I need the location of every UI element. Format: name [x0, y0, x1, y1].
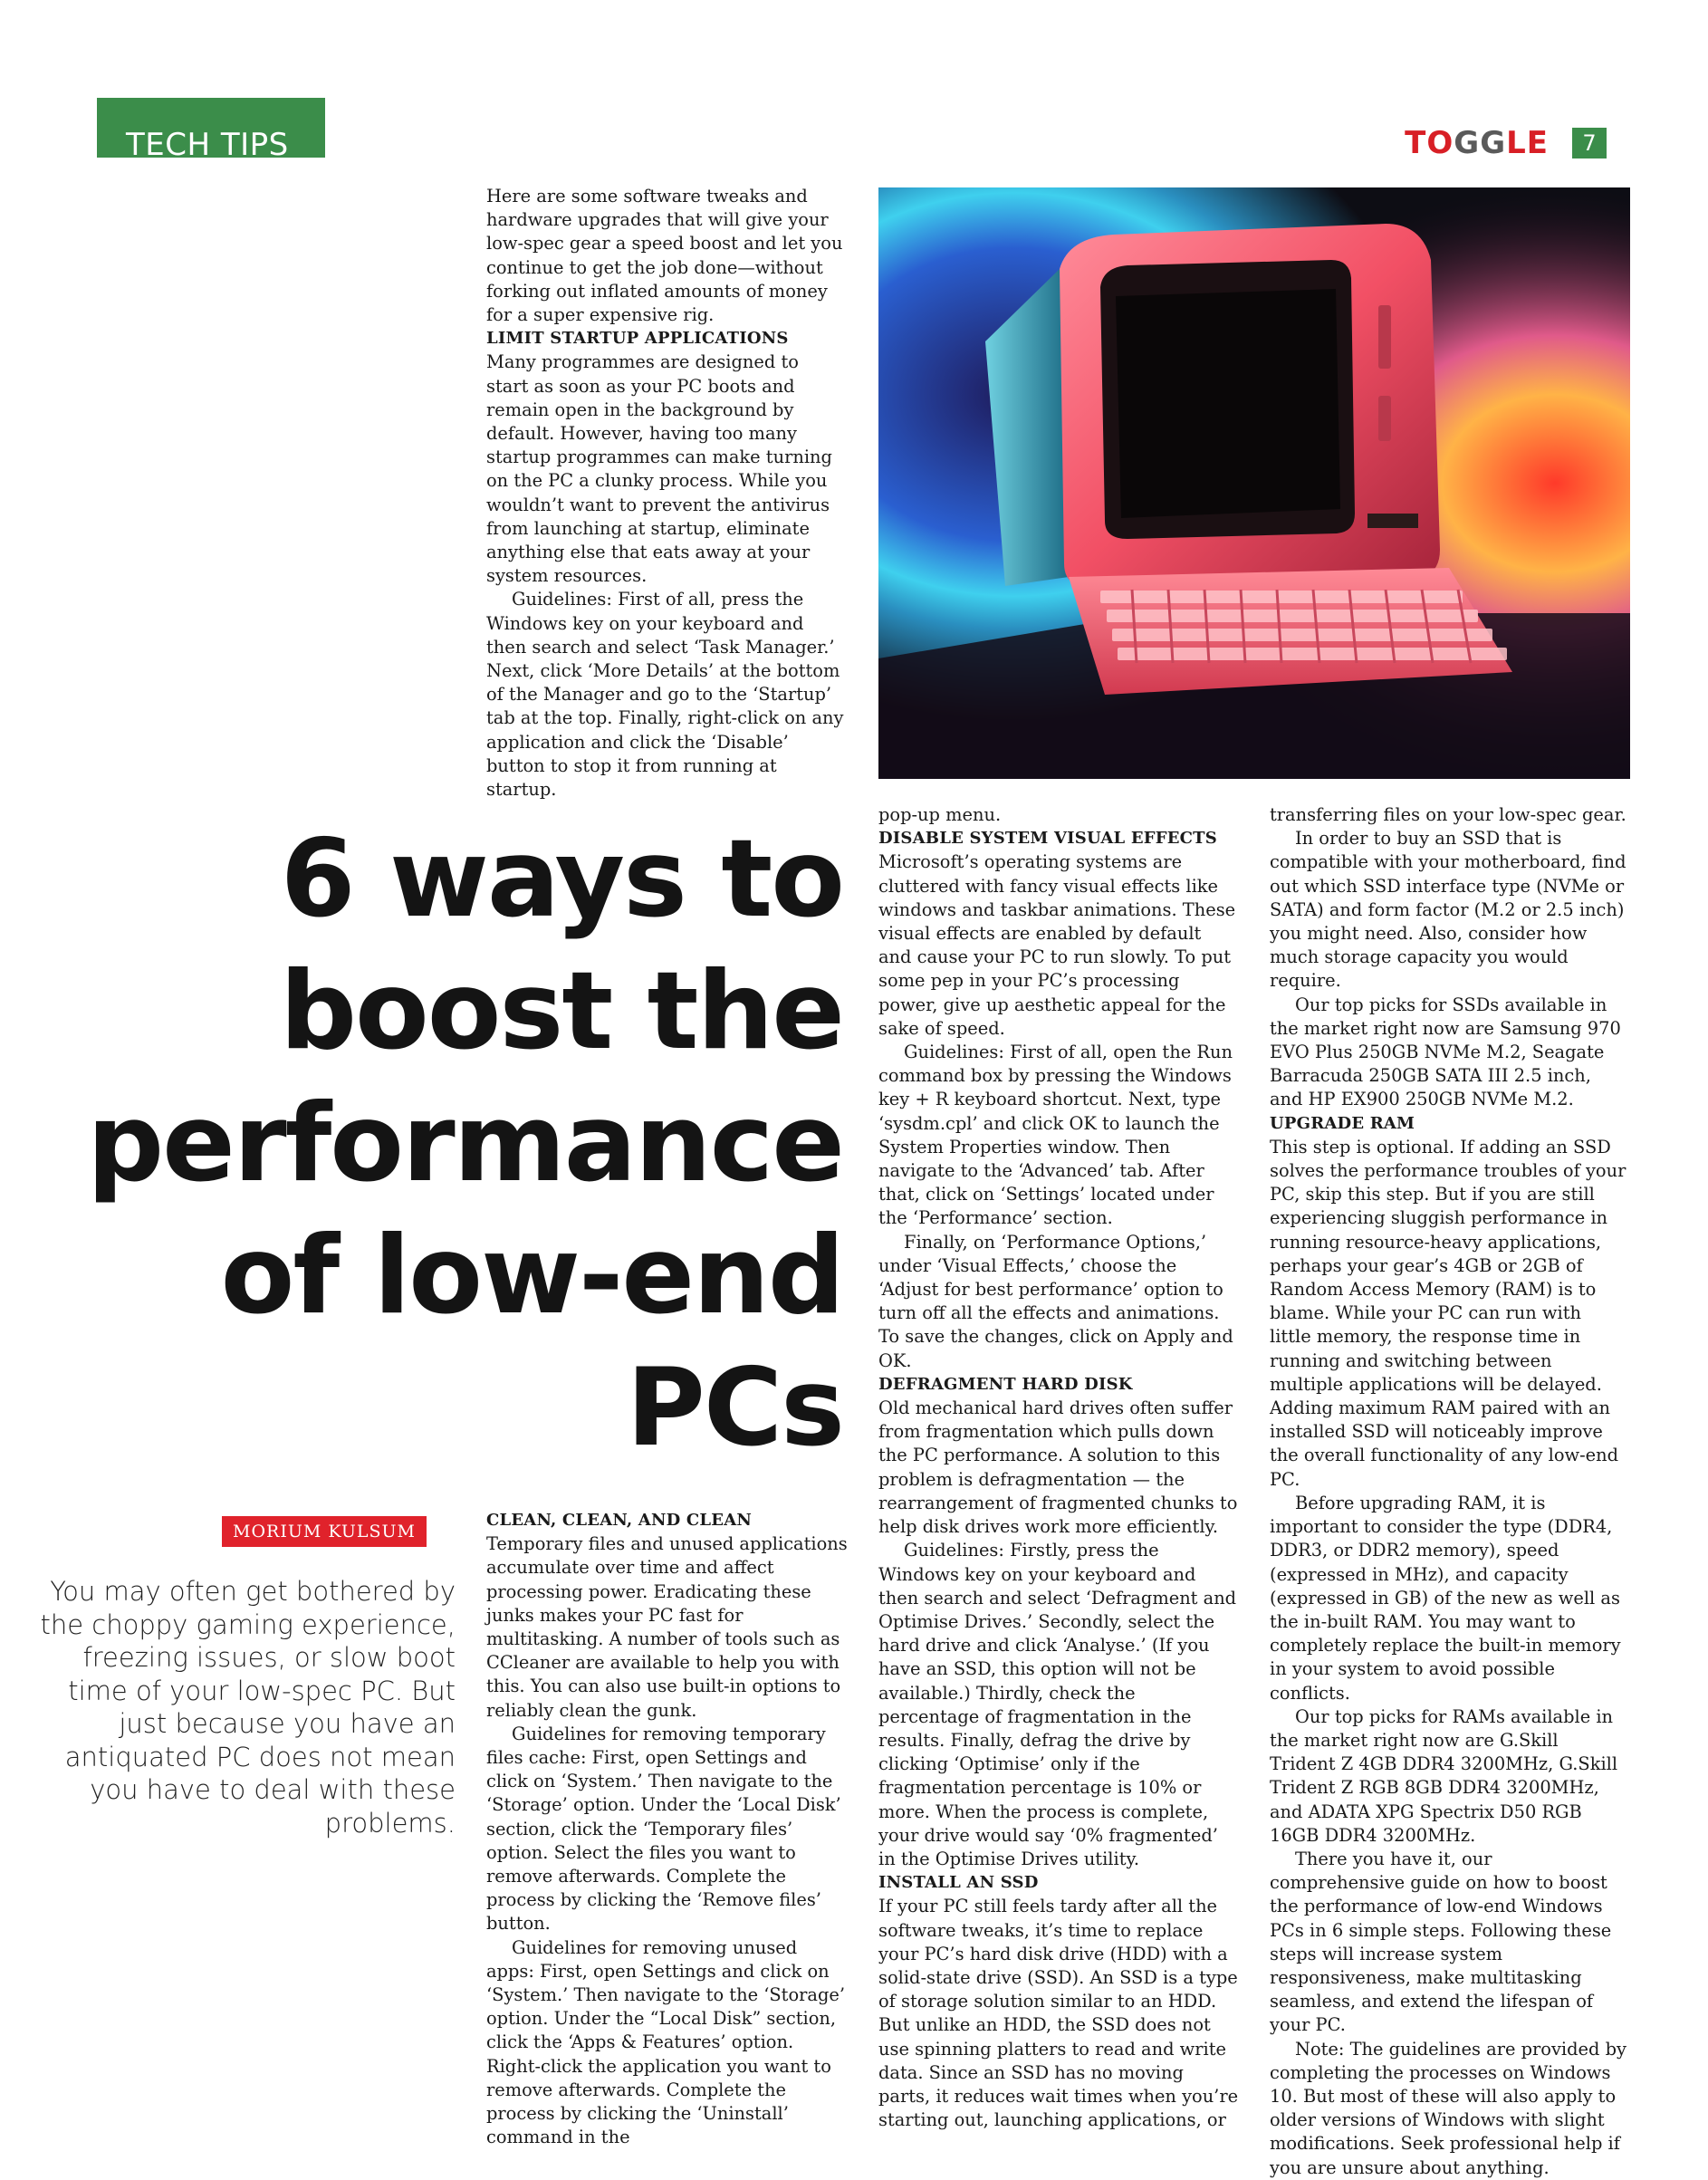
- intro-column: [486, 185, 845, 802]
- section-heading: UPGRADE RAM: [1270, 1113, 1415, 1133]
- paragraph: Microsoft’s operating systems are cluttered with fancy visual effects like windows and taskbar animations. These visual effects are enabled by default and cause your PC to run slowly. To put some pep in your PC’s processing power, give up aesthetic appeal for the sake of speed.: [878, 851, 1236, 1039]
- section-heading: CLEAN, CLEAN, AND CLEAN: [486, 1511, 753, 1530]
- section-tag: [97, 98, 325, 163]
- paragraph: Note: The guidelines are provided by completing the processes on Windows 10. But most of these will also apply to older versions of Windows with slight modifications. Seek professional help if you are unsure about anything.: [1270, 2038, 1626, 2178]
- paragraph: Our top picks for RAMs available in the market right now are G.Skill Trident Z 4GB DDR4 3200MHz, G.Skill Trident Z RGB 8GB DDR4 3200MHz, and ADATA XPG Spectrix D50 RGB 16GB DDR4 3200MHz.: [1270, 1705, 1618, 1846]
- paragraph: There you have it, our comprehensive guide on how to boost the performance of low-end Windows PCs in 6 simple steps. Following these steps will increase system responsiveness, make multitasking seamless, and extend the lifespan of your PC.: [1270, 1848, 1612, 2036]
- paragraph: If your PC still feels tardy after all the software tweaks, it’s time to replace your PC’s hard disk drive (HDD) with a solid-state drive (SSD). An SSD is a type of storage solution similar to an HDD. But unlike an HDD, the SSD does not use spinning platters to read and write data. Since an SSD has no moving parts, it reduces wait times when you’re starting out, launching applications, or: [878, 1896, 1239, 2131]
- paragraph: Guidelines: Firstly, press the Windows key on your keyboard and then search and select ‘Defragment and Optimise Drives.’ Secondly, select the hard drive and click ‘Analyse.’ (If you have an SSD, this option will not be available.) Thirdly, check the percentage of fragmentation in the results. Finally, defrag the drive by clicking ‘Optimise’ only if the fragmentation percentage is 10% or more. When the process is complete, your drive would say ‘0% fragmented’ in the Optimise Drives utility.: [878, 1540, 1237, 1869]
- paragraph: Guidelines: First of all, open the Run command box by pressing the Windows key + R keyboard shortcut. Next, type ‘sysdm.cpl’ and click OK to launch the System Properties window. Then navigate to the ‘Advanced’ tab. After that, click on ‘Settings’ located under the ‘Performance’ section.: [878, 1042, 1233, 1229]
- paragraph: Guidelines for removing temporary files cache: First, open Settings and click on ‘System.’ Then navigate to the ‘Storage’ option. Under the ‘Local Disk’ section, click the ‘Temporary files’ option. Select the files you want to remove afterwards. Complete the process by clicking the ‘Remove files’ button.: [486, 1723, 841, 1935]
- body-column-2: [878, 803, 1239, 2132]
- paragraph: Finally, on ‘Performance Options,’ under ‘Visual Effects,’ choose the ‘Adjust for best performance’ option to turn off all the effects and animations. To save the changes, click on Apply and OK.: [878, 1231, 1233, 1371]
- brand-logo: TOGGLE: [1405, 125, 1549, 161]
- paragraph: pop-up menu.: [878, 804, 1002, 825]
- headline-line: performance: [86, 1081, 843, 1206]
- paragraph: Old mechanical hard drives often suffer from fragmentation which pulls down the PC performance. A solution to this problem is defragmentation — the rearrangement of fragmented chunks to help disk drives work more efficiently.: [878, 1397, 1238, 1538]
- author-byline: MORIUM KULSUM: [222, 1516, 427, 1547]
- headline-line: boost the: [279, 949, 843, 1074]
- section-heading: DEFRAGMENT HARD DISK: [878, 1374, 1133, 1394]
- paragraph: Guidelines for removing unused apps: First, open Settings and click on ‘System.’ Then navigate to the ‘Storage’ option. Under the “Local Disk” section, click the ‘Apps & Features’ option. Right-click the application you want to remove afterwards. Complete the process by clicking the ‘Uninstall’ command in the: [486, 1936, 846, 2148]
- body-column-3: [1270, 803, 1626, 2180]
- paragraph: Many programmes are designed to start as soon as your PC boots and remain open in the background by default. However, having too many startup programmes can make turning on the PC a clunky process. While you wouldn’t want to prevent the antivirus from launching at startup, eliminate anything else that eats away at your system resources.: [486, 351, 832, 587]
- paragraph: In order to buy an SSD that is compatible with your motherboard, find out which SSD interface type (NVMe or SATA) and form factor (M.2 or 2.5 inch) you might need. Also, consider how much storage capacity you would require.: [1270, 828, 1626, 992]
- headline-line: PCs: [626, 1346, 843, 1471]
- headline-line: of low-end: [220, 1214, 843, 1339]
- section-heading: INSTALL AN SSD: [878, 1873, 1039, 1893]
- paragraph: Temporary files and unused applications accumulate over time and affect processing power. Eradicating these junks makes your PC fast for multitasking. A number of tools such as CCleaner are available to help you with this. You can also use built-in options to reliably clean the gunk.: [486, 1533, 848, 1721]
- paragraph: Guidelines: First of all, press the Windows key on your keyboard and then search and select ‘Task Manager.’ Next, click ‘More Details’ at the bottom of the Manager and go to the ‘Startup’ tab at the top. Finally, right-click on any application and click the ‘Disable’ button to stop it from running at startup.: [486, 589, 844, 801]
- retro-computer-photo: [878, 187, 1630, 779]
- page-number: 7: [1572, 128, 1607, 158]
- section-heading: DISABLE SYSTEM VISUAL EFFECTS: [878, 829, 1217, 849]
- paragraph: transferring files on your low-spec gear.: [1270, 804, 1626, 825]
- body-column-1: [486, 1509, 849, 2149]
- paragraph: Before upgrading RAM, it is important to consider the type (DDR4, DDR3, or DDR2 memory), speed (expressed in MHz), and capacity (expressed in GB) of the new as well as the in-built RAM. You may want to completely replace the built-in memory in your system to avoid possible conflicts.: [1270, 1492, 1621, 1704]
- headline-line: 6 ways to: [280, 817, 843, 942]
- paragraph: Our top picks for SSDs available in the market right now are Samsung 970 EVO Plus 250GB NVMe M.2, Seagate Barracuda 250GB SATA III 2.5 inch, and HP EX900 250GB NVMe M.2.: [1270, 994, 1621, 1110]
- section-heading: LIMIT STARTUP APPLICATIONS: [486, 329, 789, 349]
- article-headline: [64, 813, 843, 1474]
- standfirst: You may often get bothered by the choppy gaming experience, freezing issues, or slow boot time of your low-spec PC. But just because you have an antiquated PC does not mean you have to deal with these problems.: [40, 1576, 456, 1839]
- paragraph: This step is optional. If adding an SSD solves the performance troubles of your PC, skip this step. But if you are still experiencing sluggish performance in running resource-heavy applications, perhaps your gear’s 4GB or 2GB of Random Access Memory (RAM) is to blame. While your PC can run with little memory, the response time in running and switching between multiple applications will be delayed. Adding maximum RAM paired with an installed SSD will noticeably improve the overall functionality of any low-end PC.: [1270, 1136, 1626, 1490]
- section-tag-label: TECH TIPS: [126, 127, 289, 163]
- intro-paragraph: Here are some software tweaks and hardware upgrades that will give your low-spec gear a speed boost and let you continue to get the job done—without forking out inflated amounts of money for a super expensive rig.: [486, 186, 843, 326]
